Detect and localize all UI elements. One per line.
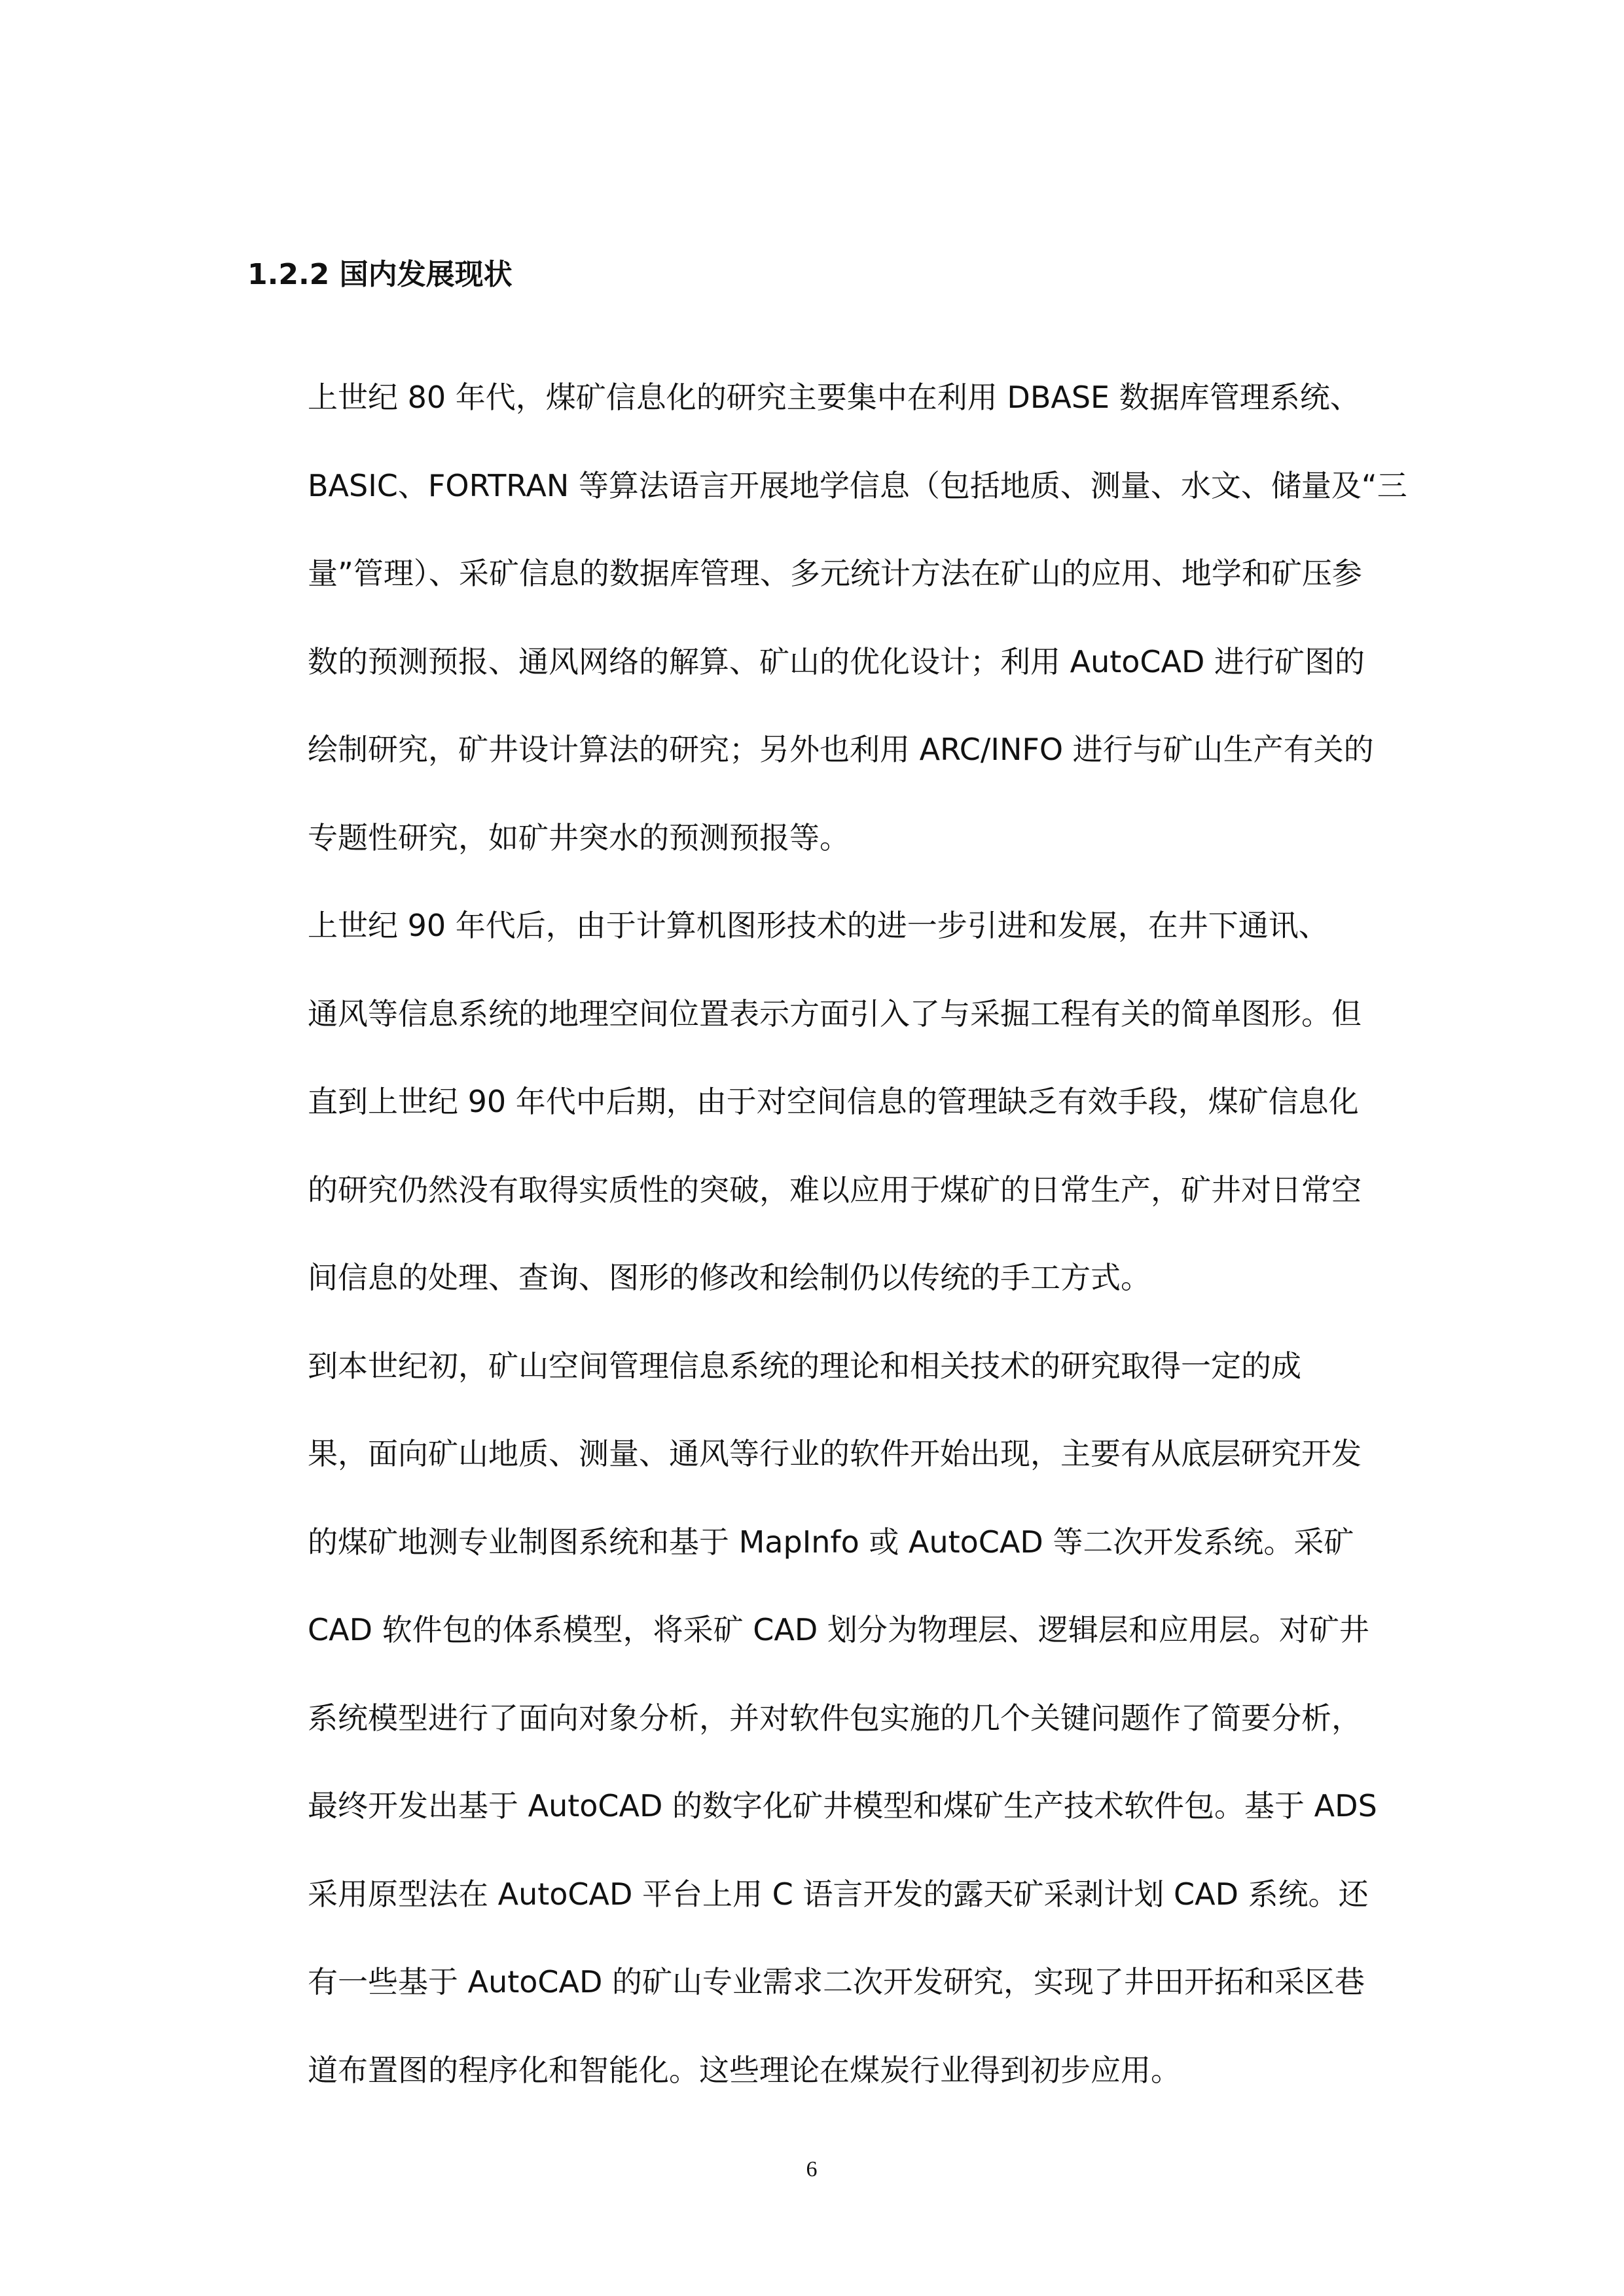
paragraph-line: 上世纪 80 年代，煤矿信息化的研究主要集中在利用 DBASE 数据库管理系统、 <box>308 380 1360 415</box>
paragraph-line: CAD 软件包的体系模型，将采矿 CAD 划分为物理层、逻辑层和应用层。对矿井 <box>308 1612 1369 1647</box>
page-number: 6 <box>806 2157 818 2181</box>
paragraph-line: 量”管理）、采矿信息的数据库管理、多元统计方法在矿山的应用、地学和矿压参 <box>308 556 1362 591</box>
paragraph-line: 到本世纪初，矿山空间管理信息系统的理论和相关技术的研究取得一定的成 <box>308 1348 1301 1384</box>
paragraph-line: 专题性研究，如矿井突水的预测预报等。 <box>308 819 850 855</box>
paragraph-line: 通风等信息系统的地理空间位置表示方面引入了与采掘工程有关的简单图形。但 <box>308 996 1362 1031</box>
paragraph-line: 上世纪 90 年代后，由于计算机图形技术的进一步引进和发展，在井下通讯、 <box>308 908 1329 943</box>
body-text <box>247 353 1407 2114</box>
paragraph-line: 数的预测预报、通风网络的解算、矿山的优化设计；利用 AutoCAD 进行矿图的 <box>308 643 1365 679</box>
paragraph-line: 的研究仍然没有取得实质性的突破，难以应用于煤矿的日常生产，矿井对日常空 <box>308 1172 1362 1208</box>
paragraph-line: 采用原型法在 AutoCAD 平台上用 C 语言开发的露天矿采剥计划 CAD 系统。还 <box>308 1876 1369 1912</box>
paragraph-line: 道布置图的程序化和智能化。这些理论在煤炭行业得到初步应用。 <box>308 2052 1181 2088</box>
paragraph-line: 直到上世纪 90 年代中后期，由于对空间信息的管理缺乏有效手段，煤矿信息化 <box>308 1084 1359 1119</box>
paragraph-line: 的煤矿地测专业制图系统和基于 MapInfo 或 AutoCAD 等二次开发系统。采矿 <box>308 1524 1354 1560</box>
paragraph-2 <box>247 882 1393 1322</box>
paragraph-line: 间信息的处理、查询、图形的修改和绘制仍以传统的手工方式。 <box>308 1260 1151 1295</box>
paragraph-line: 绘制研究，矿井设计算法的研究；另外也利用 ARC/INFO 进行与矿山生产有关的 <box>308 732 1374 767</box>
section-heading: 1.2.2 国内发展现状 <box>247 258 513 291</box>
paragraph-line: 果，面向矿山地质、测量、通风等行业的软件开始出现，主要有从底层研究开发 <box>308 1436 1362 1471</box>
paragraph-line: 有一些基于 AutoCAD 的矿山专业需求二次开发研究，实现了井田开拓和采区巷 <box>308 1964 1365 2000</box>
paragraph-1 <box>247 353 1407 882</box>
paragraph-line: 系统模型进行了面向对象分析，并对软件包实施的几个关键问题作了简要分析， <box>308 1700 1362 1736</box>
paragraph-3 <box>247 1322 1393 2115</box>
paragraph-line: 最终开发出基于 AutoCAD 的数字化矿井模型和煤矿生产技术软件包。基于 ADS <box>308 1788 1377 1823</box>
paragraph-line: BASIC、FORTRAN 等算法语言开展地学信息（包括地质、测量、水文、储量及“三 <box>308 467 1407 503</box>
